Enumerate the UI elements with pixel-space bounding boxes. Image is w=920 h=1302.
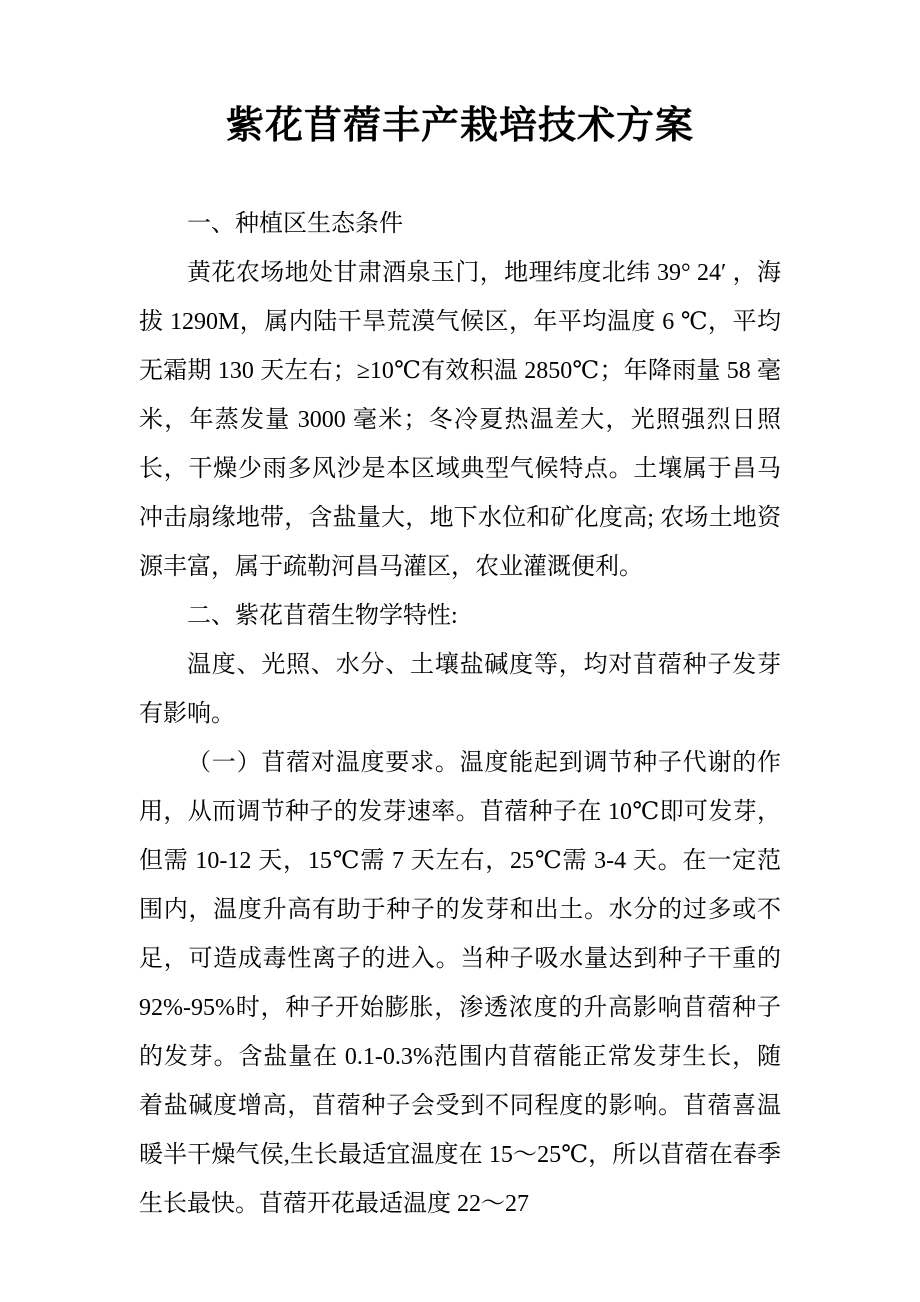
document-title: 紫花苜蓿丰产栽培技术方案 — [225, 105, 694, 147]
paragraph: 一、种植区生态条件 — [187, 211, 403, 237]
paragraph: 黄花农场地处甘肃酒泉玉门，地理纬度北纬 39° 24′ ，海拔 1290M，属内陆干旱荒漠气候区，年平均温度 6 ℃，平均无霜期 130 天左右；≥10℃有效积温 2850℃；年降雨量 58 毫米，年蒸发量 3000 毫米；冬冷夏热温差大，光照强烈日照长，干燥少雨多风沙是本区域典型气候特点。土壤属于昌马冲击扇缘地带，含盐量大，地下水位和矿化度高; 农场土地资源丰富，属于疏勒河昌马灌区，农业灌溉便利。 — [139, 260, 781, 580]
paragraph: （一）苜蓿对温度要求。温度能起到调节种子代谢的作用，从而调节种子的发芽速率。苜蓿种子在 10℃即可发芽，但需 10-12 天，15℃需 7 天左右，25℃需 3-4 天。在一定范围内，温度升高有助于种子的发芽和出土。水分的过多或不足，可造成毒性离子的进入。当种子吸水量达到种子干重的 92%-95%时，种子开始膨胀，渗透浓度的升高影响苜蓿种子的发芽。含盐量在 0.1-0.3%范围内苜蓿能正常发芽生长，随着盐碱度增高，苜蓿种子会受到不同程度的影响。苜蓿喜温暖半干燥气侯,生长最适宜温度在 15～25℃，所以苜蓿在春季生长最快。苜蓿开花最适温度 22～27 — [139, 750, 781, 1217]
paragraph: 二、紫花苜蓿生物学特性: — [187, 603, 458, 629]
paragraph: 温度、光照、水分、土壤盐碱度等，均对苜蓿种子发芽有影响。 — [139, 652, 781, 727]
document-body — [139, 200, 781, 1229]
